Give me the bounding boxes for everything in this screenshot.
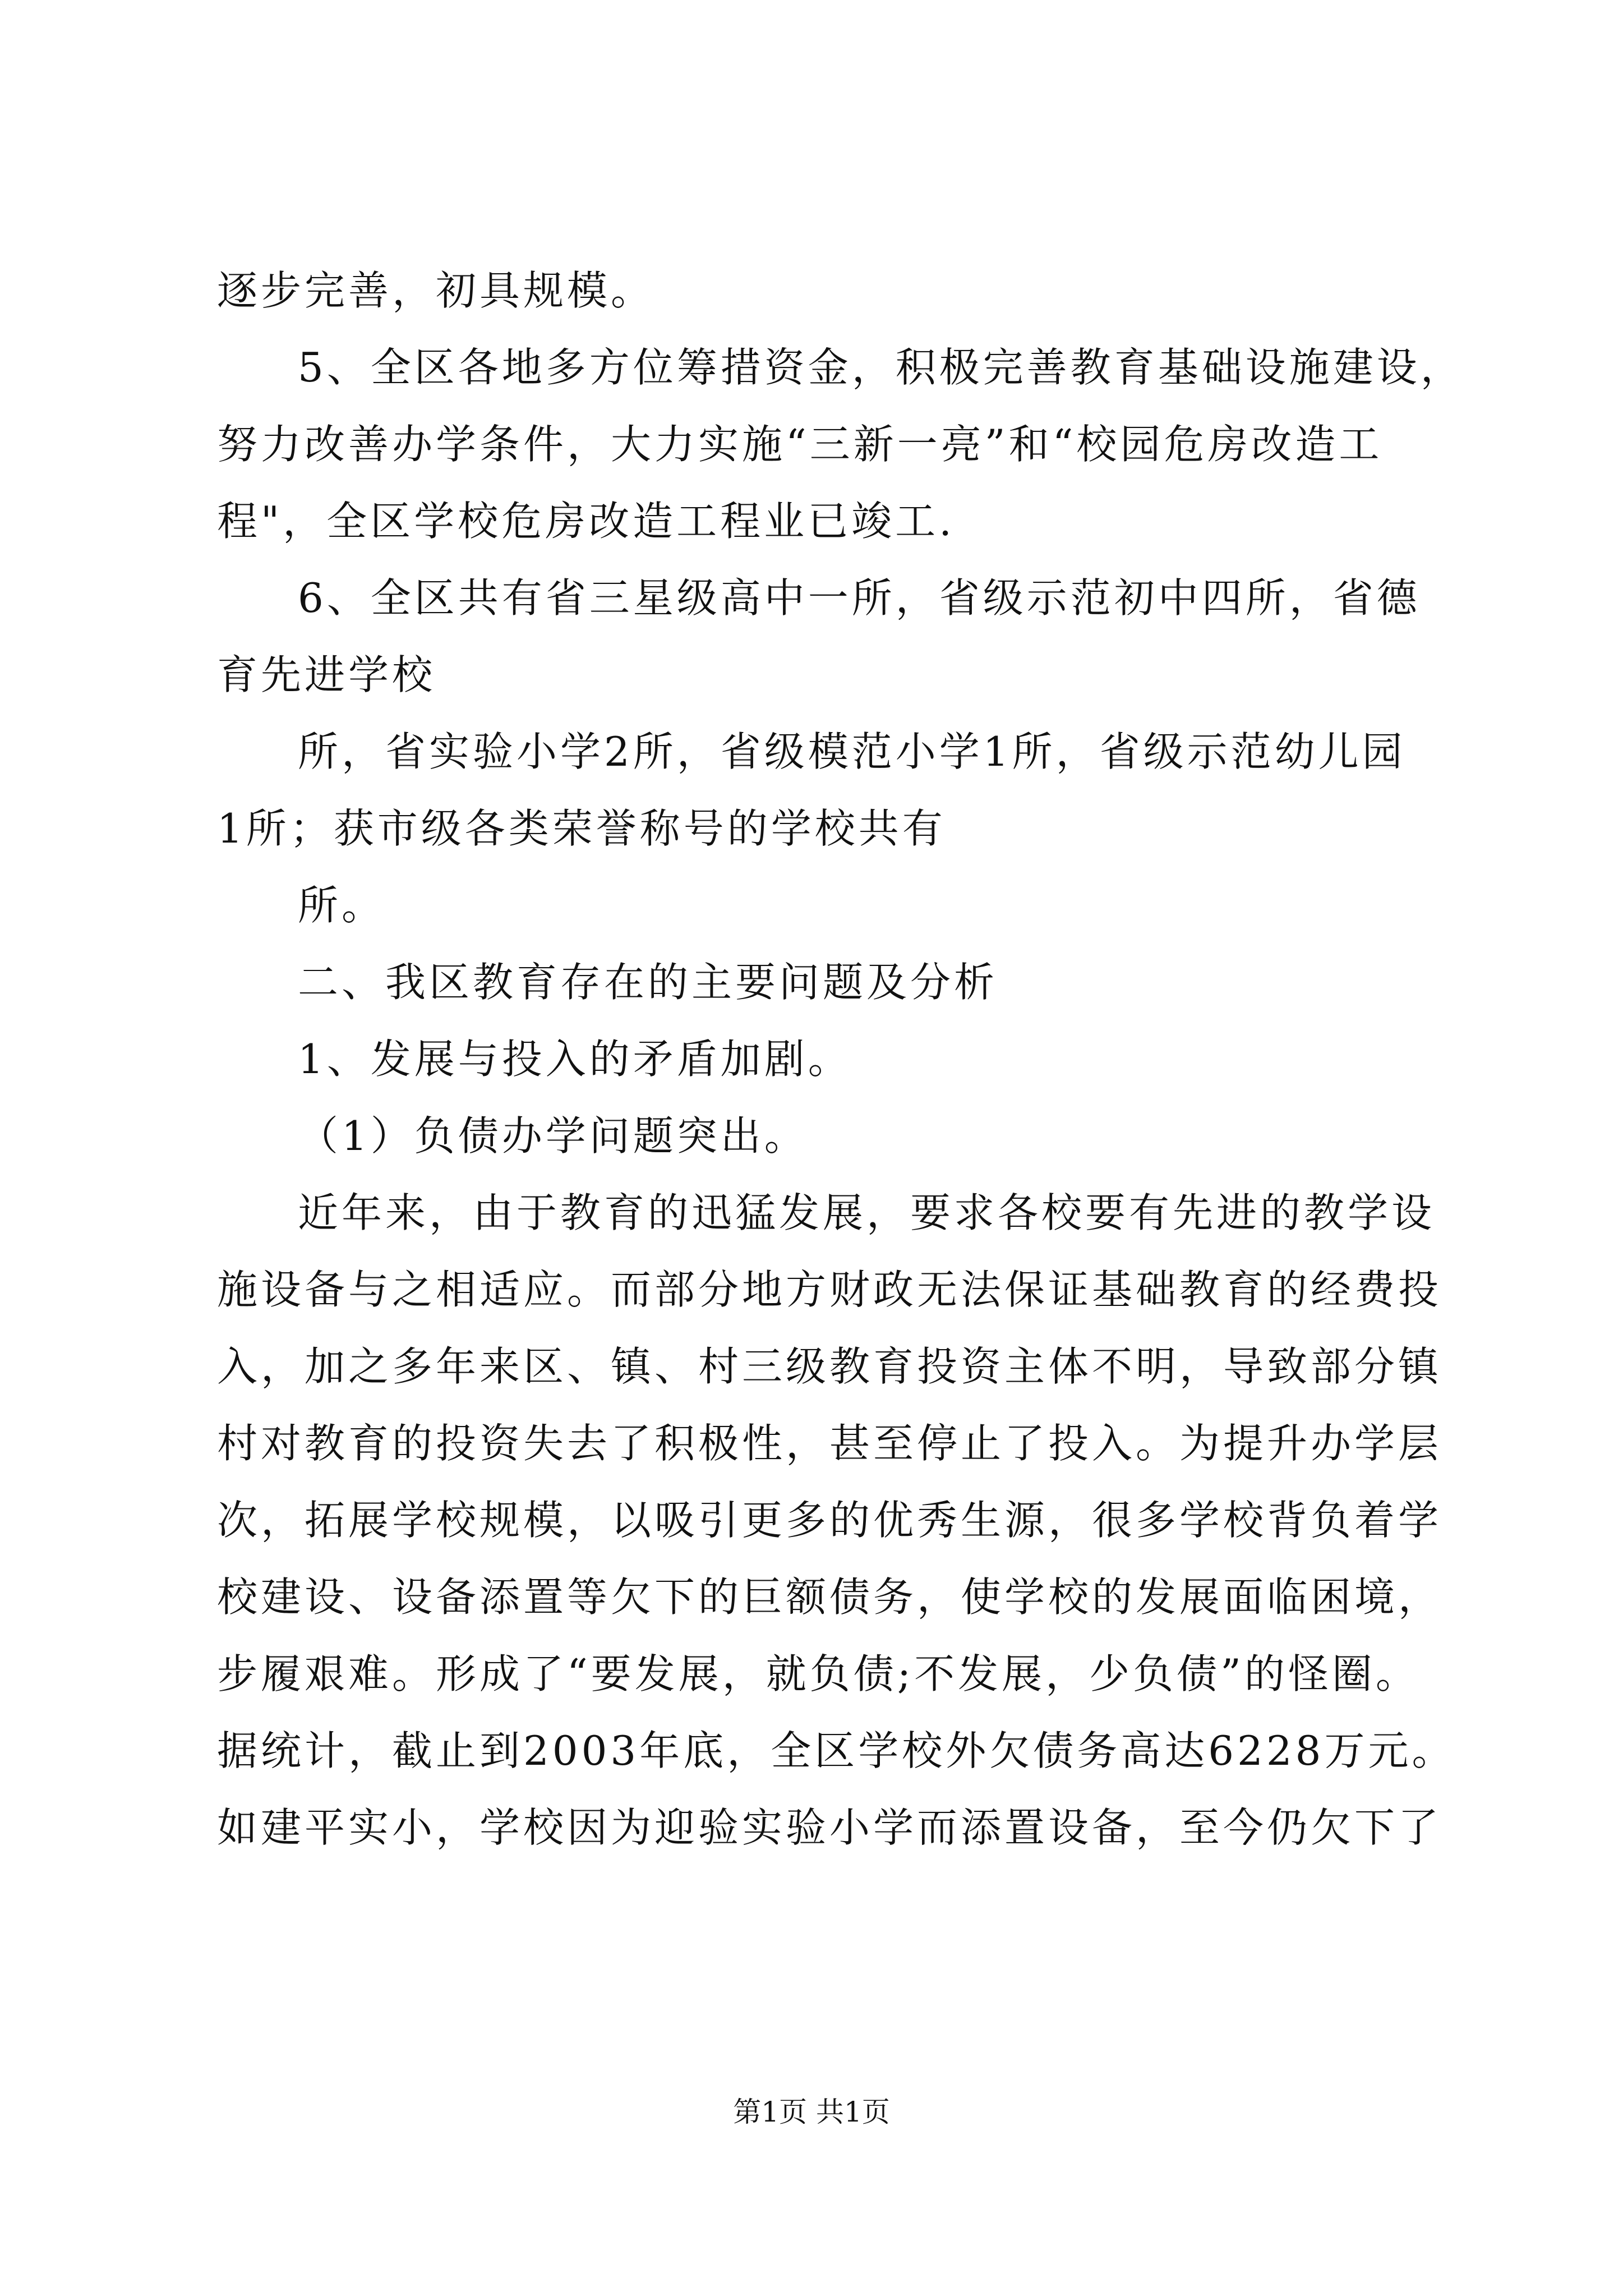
paragraph-line: 6、全区共有省三星级高中一所，省级示范初中四所，省德	[298, 574, 1421, 622]
paragraph-line: 据统计，截止到2003年底，全区学校外欠债务高达6228万元。	[217, 1727, 1456, 1774]
paragraph-line: 程"，全区学校危房改造工程业已竣工.	[217, 498, 956, 545]
page-number-label: 第1页 共1页	[733, 2096, 890, 2128]
paragraph-line: 如建平实小，学校因为迎验实验小学而添置设备，至今仍欠下了	[217, 1804, 1442, 1851]
paragraph-line: 1所；获市级各类荣誉称号的学校共有	[217, 805, 946, 852]
paragraph-line: 近年来，由于教育的迅猛发展，要求各校要有先进的教学设	[298, 1189, 1436, 1236]
paragraph-line: 育先进学校	[217, 651, 436, 698]
paragraph-line: 所。	[298, 882, 386, 929]
paragraph-line: 施设备与之相适应。而部分地方财政无法保证基础教育的经费投	[217, 1266, 1442, 1313]
paragraph-line: 逐步完善，初具规模。	[217, 267, 655, 314]
section-heading: 二、我区教育存在的主要问题及分析	[298, 959, 998, 1006]
paragraph-line: 5、全区各地多方位筹措资金，积极完善教育基础设施建设，	[298, 344, 1464, 391]
paragraph-line: 努力改善办学条件，大力实施“三新一亮”和“校园危房改造工	[217, 421, 1383, 468]
paragraph-line: 校建设、设备添置等欠下的巨额债务，使学校的发展面临困境，	[217, 1573, 1442, 1621]
subsection-heading: 1、发展与投入的矛盾加剧。	[298, 1036, 852, 1083]
paragraph-line: 入，加之多年来区、镇、村三级教育投资主体不明，导致部分镇	[217, 1343, 1442, 1390]
subsection-heading: （1）负债办学问题突出。	[298, 1112, 808, 1159]
page-footer	[0, 2092, 1623, 2132]
paragraph-line: 所，省实验小学2所，省级模范小学1所，省级示范幼儿园	[298, 728, 1406, 775]
paragraph-line: 村对教育的投资失去了积极性，甚至停止了投入。为提升办学层	[217, 1420, 1442, 1467]
paragraph-line: 步履艰难。形成了“要发展，就负债;不发展，少负债”的怪圈。	[217, 1650, 1419, 1697]
paragraph-line: 次，拓展学校规模，以吸引更多的优秀生源，很多学校背负着学	[217, 1497, 1442, 1544]
document-body	[217, 252, 1464, 1866]
